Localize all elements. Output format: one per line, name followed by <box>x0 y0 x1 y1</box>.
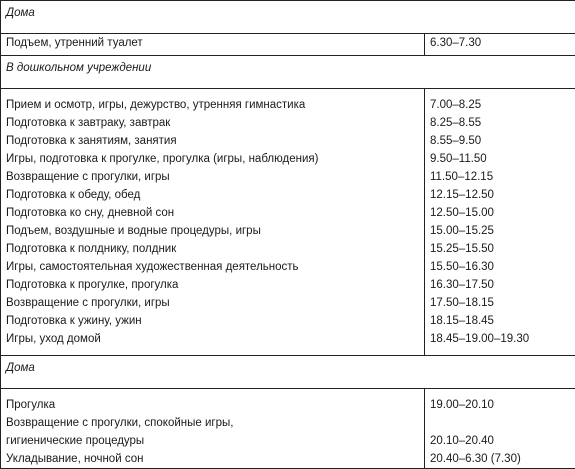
section-header-kindergarten <box>1 56 575 89</box>
activity-cell: Укладывание, ночной сон <box>1 450 425 469</box>
table-row <box>1 312 575 330</box>
time-cell: 20.10–20.40 <box>425 432 575 450</box>
table-row <box>1 414 575 432</box>
activity-cell: Игры, уход домой <box>1 330 425 348</box>
activity-cell: Подготовка к ужину, ужин <box>1 312 425 330</box>
time-cell: 12.50–15.00 <box>425 204 575 222</box>
time-cell: 7.00–8.25 <box>425 96 575 114</box>
activity-cell: Игры, подготовка к прогулке, прогулка (игры, наблюдения) <box>1 150 425 168</box>
time-cell: 15.25–15.50 <box>425 240 575 258</box>
time-cell: 18.15–18.45 <box>425 312 575 330</box>
activity-cell: Подготовка к обеду, обед <box>1 186 425 204</box>
table-row <box>1 258 575 276</box>
spacer-row <box>1 348 575 356</box>
time-cell: 15.00–15.25 <box>425 222 575 240</box>
activity-cell: Подготовка к прогулке, прогулка <box>1 276 425 294</box>
spacer-row <box>1 389 575 397</box>
time-cell: 12.15–12.50 <box>425 186 575 204</box>
section-title: Дома <box>1 1 575 34</box>
activity-cell: Подготовка к завтраку, завтрак <box>1 114 425 132</box>
section-title: Дома <box>1 356 575 389</box>
time-cell: 18.45–19.00–19.30 <box>425 330 575 348</box>
activity-cell: Подготовка к полднику, полдник <box>1 240 425 258</box>
table-row <box>1 450 575 469</box>
table-row <box>1 114 575 132</box>
activity-cell: Подъем, воздушные и водные процедуры, игры <box>1 222 425 240</box>
activity-cell: Возвращение с прогулки, спокойные игры, <box>1 414 425 432</box>
spacer-row <box>1 89 575 97</box>
table-row <box>1 396 575 414</box>
activity-cell: Игры, самостоятельная художественная деятельность <box>1 258 425 276</box>
section-header-home-morning <box>1 1 575 34</box>
table-row <box>1 240 575 258</box>
time-cell: 9.50–11.50 <box>425 150 575 168</box>
time-cell: 8.25–8.55 <box>425 114 575 132</box>
table-row <box>1 276 575 294</box>
table-row <box>1 204 575 222</box>
section-header-home-evening <box>1 356 575 389</box>
time-cell: 16.30–17.50 <box>425 276 575 294</box>
activity-cell: Прогулка <box>1 396 425 414</box>
section-title: В дошкольном учреждении <box>1 56 575 89</box>
table-row <box>1 168 575 186</box>
activity-cell: Подготовка к занятиям, занятия <box>1 132 425 150</box>
time-cell: 17.50–18.15 <box>425 294 575 312</box>
time-cell <box>425 414 575 432</box>
time-cell: 15.50–16.30 <box>425 258 575 276</box>
activity-cell: Возвращение с прогулки, игры <box>1 168 425 186</box>
activity-cell: гигиенические процедуры <box>1 432 425 450</box>
activity-cell: Подготовка ко сну, дневной сон <box>1 204 425 222</box>
activity-cell: Прием и осмотр, игры, дежурство, утренняя гимнастика <box>1 96 425 114</box>
time-cell: 8.55–9.50 <box>425 132 575 150</box>
table-row <box>1 150 575 168</box>
time-cell: 20.40–6.30 (7.30) <box>425 450 575 469</box>
table-row <box>1 132 575 150</box>
time-cell: 11.50–12.15 <box>425 168 575 186</box>
time-cell: 19.00–20.10 <box>425 396 575 414</box>
table-row <box>1 222 575 240</box>
activity-cell: Возвращение с прогулки, игры <box>1 294 425 312</box>
table-row <box>1 432 575 450</box>
table-row <box>1 294 575 312</box>
table-row <box>1 186 575 204</box>
table-row <box>1 34 575 56</box>
table-row <box>1 330 575 348</box>
time-cell: 6.30–7.30 <box>425 34 575 56</box>
activity-cell: Подъем, утренний туалет <box>1 34 425 56</box>
table-row <box>1 96 575 114</box>
